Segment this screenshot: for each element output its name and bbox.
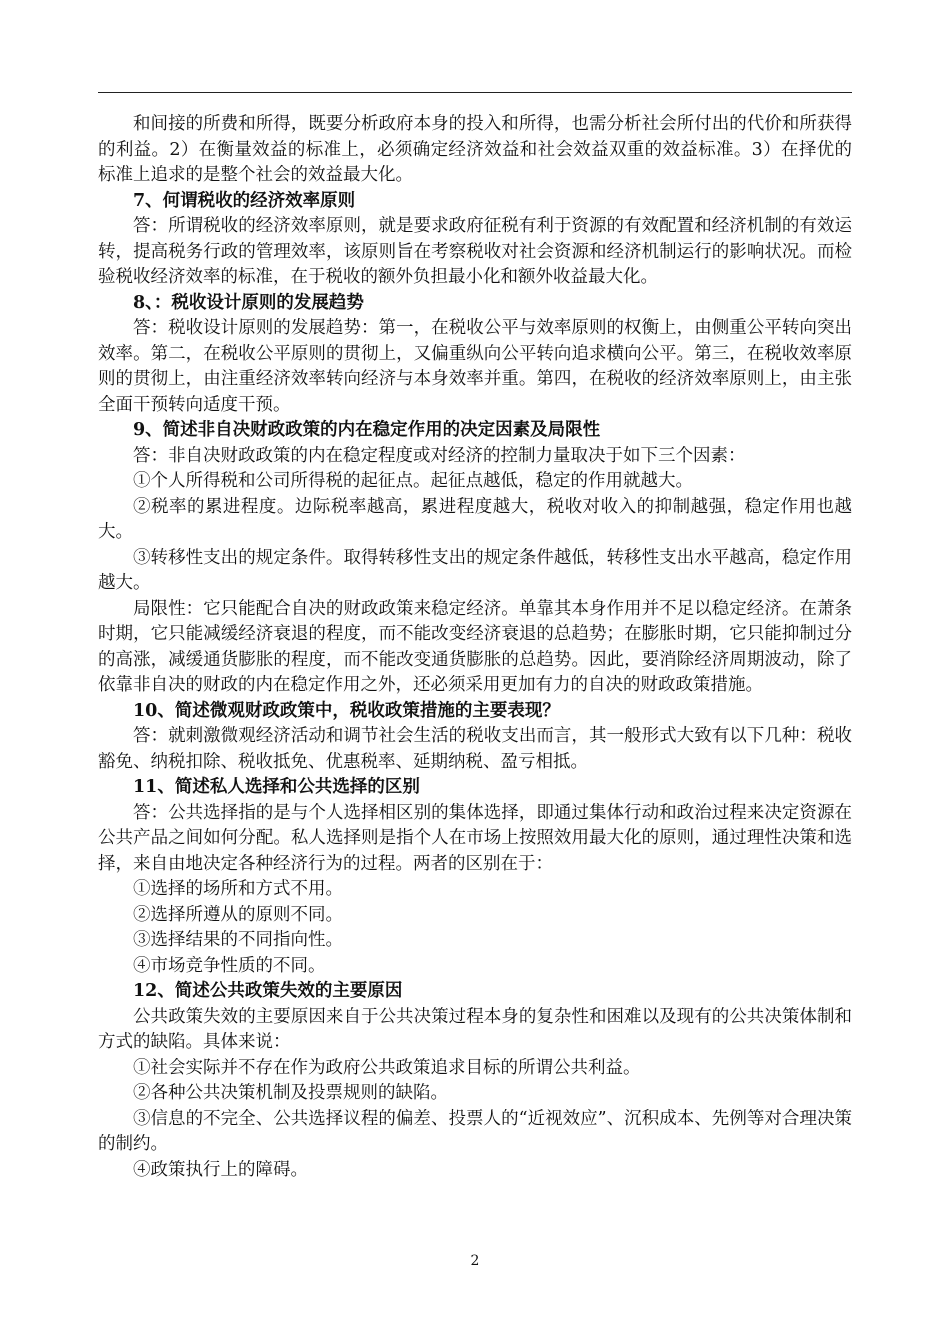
list-item: ④政策执行上的障碍。 xyxy=(133,1159,308,1180)
list-item: ③选择结果的不同指向性。 xyxy=(133,930,343,950)
paragraph: 局限性：它只能配合自决的财政政策来稳定经济。单靠其本身作用并不足以稳定经济。在萧条时期，它只能减缓经济衰退的程度，而不能改变经济衰退的总趋势；在膨胀时期，它只能抑制过分的高涨，减缓通货膨胀的程度，而不能改变通货膨胀的总趋势。因此，要消除经济周期波动，除了依靠非自决的财政的内在稳定作用之外，还必须采用更加有力的自决的财政政策措施。 xyxy=(98,598,852,695)
page-number: 2 xyxy=(470,1253,480,1269)
section-heading: 11、简述私人选择和公共选择的区别 xyxy=(133,777,420,797)
list-item: ③信息的不完全、公共选择议程的偏差、投票人的“近视效应”、沉积成本、先例等对合理决策的制约。 xyxy=(98,1108,852,1154)
paragraph: 答：就刺激微观经济活动和调节社会生活的税收支出而言，其一般形式大致有以下几种：税收豁免、纳税扣除、税收抵免、优惠税率、延期纳税、盈亏相抵。 xyxy=(98,726,852,772)
section-heading: 8、：税收设计原则的发展趋势 xyxy=(133,292,364,313)
header-rule xyxy=(98,92,852,93)
list-item: ②选择所遵从的原则不同。 xyxy=(133,904,343,925)
section-heading: 9、简述非自决财政政策的内在稳定作用的决定因素及局限性 xyxy=(133,420,601,440)
section-heading: 7、何谓税收的经济效率原则 xyxy=(133,190,356,211)
section-heading: 10、简述微观财政政策中，税收政策措施的主要表现？ xyxy=(133,700,560,721)
list-item: ④市场竞争性质的不同。 xyxy=(133,955,326,976)
list-item: ②税率的累进程度。边际税率越高，累进程度越大，税收对收入的抑制越强，稳定作用也越大。 xyxy=(98,496,852,542)
list-item: ①个人所得税和公司所得税的起征点。起征点越低，稳定的作用就越大。 xyxy=(133,471,693,491)
paragraph: 答：税收设计原则的发展趋势：第一，在税收公平与效率原则的权衡上，由侧重公平转向突出效率。第二，在税收公平原则的贯彻上，又偏重纵向公平转向追求横向公平。第三，在税收效率原则的贯彻上，由注重经济效率转向经济与本身效率并重。第四，在税收的经济效率原则上，由主张全面干预转向适度干预。 xyxy=(98,318,852,415)
list-item: ③转移性支出的规定条件。取得转移性支出的规定条件越低，转移性支出水平越高，稳定作用越大。 xyxy=(98,547,852,593)
paragraph: 答：公共选择指的是与个人选择相区别的集体选择，即通过集体行动和政治过程来决定资源在公共产品之间如何分配。私人选择则是指个人在市场上按照效用最大化的原则，通过理性决策和选择，来自由地决定各种经济行为的过程。两者的区别在于： xyxy=(98,802,852,874)
paragraph: 和间接的所费和所得，既要分析政府本身的投入和所得，也需分析社会所付出的代价和所获得的利益。2）在衡量效益的标准上，必须确定经济效益和社会效益双重的效益标准。3）在择优的标准上追求的是整个社会的效益最大化。 xyxy=(98,114,852,185)
paragraph: 答：所谓税收的经济效率原则，就是要求政府征税有利于资源的有效配置和经济机制的有效运转，提高税务行政的管理效率，该原则旨在考察税收对社会资源和经济机制运行的影响状况。而检验税收经济效率的标准，在于税收的额外负担最小化和额外收益最大化。 xyxy=(98,216,852,287)
section-heading: 12、简述公共政策失效的主要原因 xyxy=(133,981,403,1001)
list-item: ②各种公共决策机制及投票规则的缺陷。 xyxy=(133,1083,448,1103)
paragraph: 公共政策失效的主要原因来自于公共决策过程本身的复杂性和困难以及现有的公共决策体制和方式的缺陷。具体来说： xyxy=(98,1006,852,1052)
list-item: ①选择的场所和方式不用。 xyxy=(133,879,343,899)
body-text xyxy=(98,112,852,1183)
paragraph: 答：非自决财政政策的内在稳定程度或对经济的控制力量取决于如下三个因素： xyxy=(133,445,746,466)
list-item: ①社会实际并不存在作为政府公共政策追求目标的所谓公共利益。 xyxy=(133,1057,641,1078)
